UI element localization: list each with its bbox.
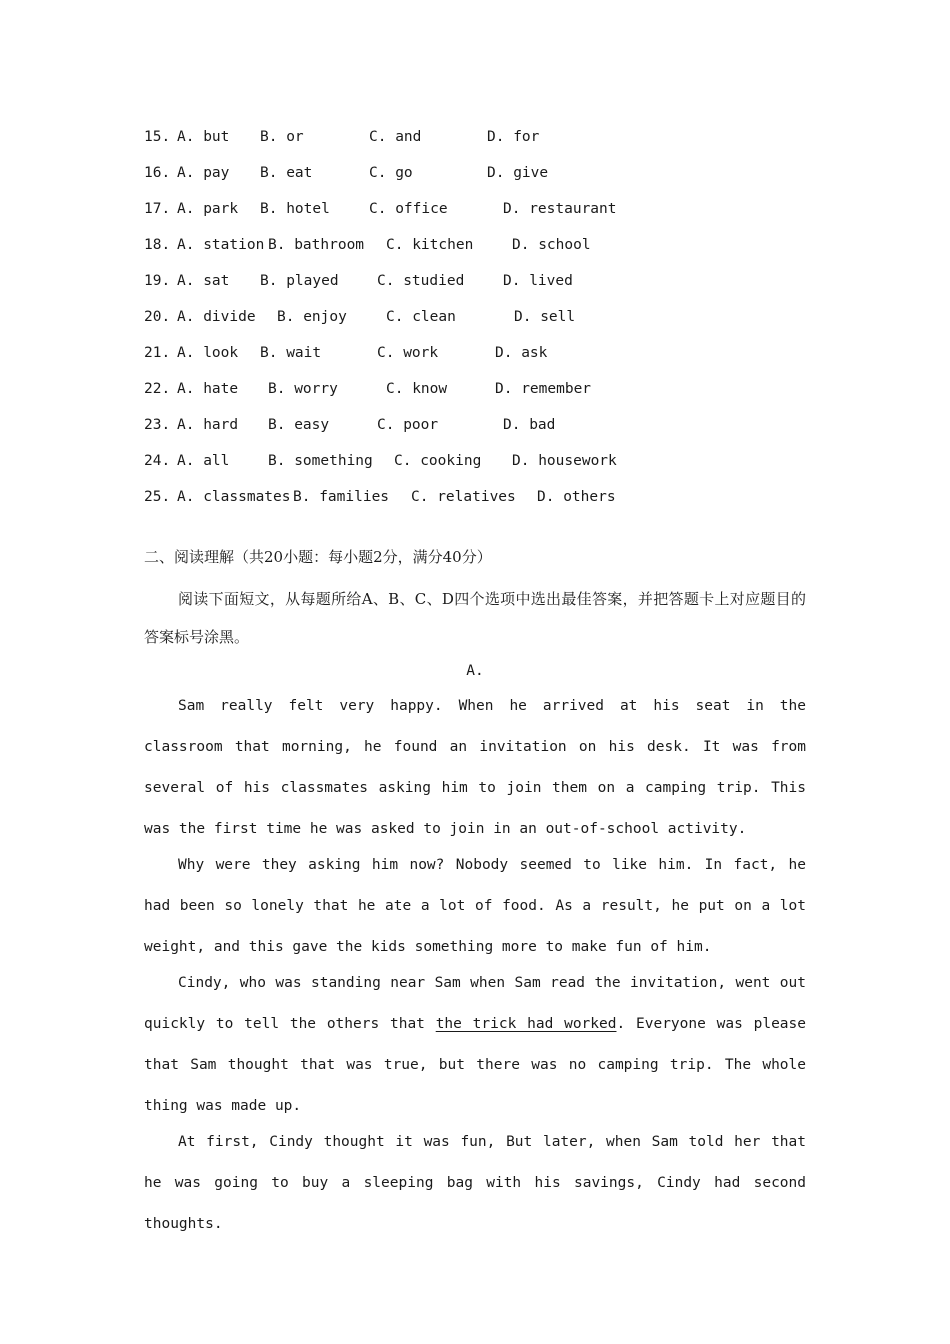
question-number: 18. xyxy=(144,237,171,253)
option-b: B. families xyxy=(293,489,390,505)
option-d: D. remember xyxy=(495,381,592,397)
option-a: A. classmates xyxy=(177,489,291,505)
option-c: C. clean xyxy=(386,309,456,325)
option-b: B. played xyxy=(260,273,339,289)
option-b: B. bathroom xyxy=(268,237,365,253)
option-a: A. pay xyxy=(177,165,230,181)
option-a: A. but xyxy=(177,129,230,145)
option-d: D. sell xyxy=(514,309,576,325)
option-b: B. something xyxy=(268,453,373,469)
question-row xyxy=(144,340,824,376)
question-number: 17. xyxy=(144,201,171,217)
question-row xyxy=(144,376,824,412)
passage-paragraph-2: Why were they asking him now? Nobody seemed to like him. In fact, he had been so lonely that he ate a lot of food. As a result, he put on a lot weight, and this gave the kids something more to make fun of him. xyxy=(144,857,806,955)
option-b: B. or xyxy=(260,129,304,145)
option-c: C. cooking xyxy=(394,453,482,469)
option-c: C. poor xyxy=(377,417,439,433)
option-d: D. lived xyxy=(503,273,573,289)
question-row xyxy=(144,124,824,160)
option-d: D. school xyxy=(512,237,591,253)
question-row xyxy=(144,448,824,484)
option-d: D. ask xyxy=(495,345,548,361)
question-row xyxy=(144,412,824,448)
question-row xyxy=(144,304,824,340)
option-c: C. studied xyxy=(377,273,465,289)
option-a: A. look xyxy=(177,345,239,361)
question-number: 16. xyxy=(144,165,171,181)
option-c: C. relatives xyxy=(411,489,516,505)
option-d: D. give xyxy=(487,165,549,181)
option-a: A. station xyxy=(177,237,265,253)
question-row xyxy=(144,484,824,520)
option-b: B. easy xyxy=(268,417,330,433)
question-row xyxy=(144,268,824,304)
paragraph-text: . Everyone was please that Sam thought that was true, but there was no camping trip. The whole thing was made up. xyxy=(144,1016,806,1114)
question-number: 19. xyxy=(144,273,171,289)
question-number: 23. xyxy=(144,417,171,433)
passage-paragraph-4: At first, Cindy thought it was fun, But later, when Sam told her that he was going to buy a sleeping bag with his savings, Cindy had second thoughts. xyxy=(144,1134,806,1232)
option-a: A. divide xyxy=(177,309,256,325)
option-c: C. office xyxy=(369,201,448,217)
passage-paragraph-3 xyxy=(144,963,806,1127)
question-number: 20. xyxy=(144,309,171,325)
option-c: C. and xyxy=(369,129,422,145)
option-c: C. know xyxy=(386,381,448,397)
passage-label: A. xyxy=(466,663,484,679)
option-b: B. wait xyxy=(260,345,322,361)
option-a: A. all xyxy=(177,453,230,469)
option-b: B. hotel xyxy=(260,201,330,217)
answer-options-list xyxy=(144,124,824,520)
question-row xyxy=(144,232,824,268)
reading-passage xyxy=(144,686,806,1240)
option-d: D. housework xyxy=(512,453,617,469)
question-number: 22. xyxy=(144,381,171,397)
option-b: B. enjoy xyxy=(277,309,347,325)
option-a: A. sat xyxy=(177,273,230,289)
option-c: C. work xyxy=(377,345,439,361)
option-b: B. eat xyxy=(260,165,313,181)
underlined-phrase: the trick had worked xyxy=(435,1016,617,1032)
option-c: C. kitchen xyxy=(386,237,474,253)
option-c: C. go xyxy=(369,165,413,181)
section-title: 二、阅读理解（共20小题：每小题2分，满分40分） xyxy=(144,548,492,566)
question-number: 21. xyxy=(144,345,171,361)
option-b: B. worry xyxy=(268,381,338,397)
option-a: A. hard xyxy=(177,417,239,433)
paragraph-text: Cindy, who was standing near Sam when Sam read the invitation, went out quickly to tell the others that xyxy=(144,975,806,1032)
question-number: 24. xyxy=(144,453,171,469)
question-number: 25. xyxy=(144,489,171,505)
option-d: D. for xyxy=(487,129,540,145)
option-a: A. hate xyxy=(177,381,239,397)
passage-paragraph-1: Sam really felt very happy. When he arrived at his seat in the classroom that morning, he found an invitation on his desk. It was from several of his classmates asking him to join them on a camping trip. This was the first time he was asked to join in an out-of-school activity. xyxy=(144,698,806,837)
question-row xyxy=(144,160,824,196)
option-d: D. others xyxy=(537,489,616,505)
option-d: D. bad xyxy=(503,417,556,433)
option-a: A. park xyxy=(177,201,239,217)
section-instruction: 阅读下面短文，从每题所给A、B、C、D四个选项中选出最佳答案，并把答题卡上对应题目的答案标号涂黑。 xyxy=(144,590,806,646)
question-row xyxy=(144,196,824,232)
question-number: 15. xyxy=(144,129,171,145)
option-d: D. restaurant xyxy=(503,201,617,217)
